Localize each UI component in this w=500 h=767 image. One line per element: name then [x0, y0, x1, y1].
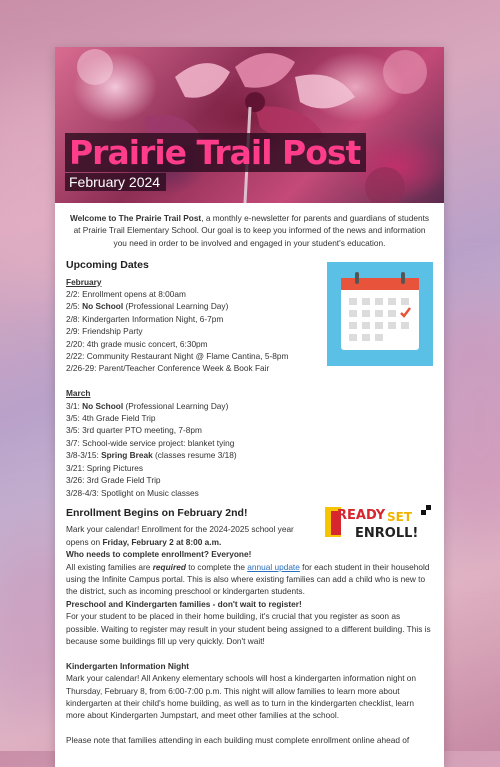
date-item-text: 3/5: 4th Grade Field Trip	[66, 413, 156, 424]
date-item-text: 3/21: Spring Pictures	[66, 462, 144, 473]
enrollment-p2-text: All existing families are	[66, 561, 153, 572]
annual-update-link[interactable]: annual update	[247, 561, 300, 572]
newsletter-body	[55, 203, 444, 747]
intro-bold: Welcome to The Prairie Trail Post	[69, 213, 202, 223]
date-list-item	[66, 474, 433, 486]
enrollment-q2-text: Preschool and Kindergarten families - don't wait to register!	[66, 598, 302, 609]
intro-text: , a monthly e-newsletter for parents and guardians of students at Prairie Trail Elementary School. Our goal is to keep you informed of the news and information you need in order to be involved and engaged in your student's education.	[73, 213, 430, 248]
graphic-word-ready: READY	[337, 507, 386, 523]
date-item-text: 2/8: Kindergarten Information Night, 6-7pm	[66, 313, 224, 324]
date-item-text: 2/20: 4th grade music concert, 6:30pm	[66, 338, 208, 349]
enrollment-q3-text: Kindergarten Information Night	[66, 660, 190, 671]
date-item-text: 2/2: Enrollment opens at 8:00am	[66, 289, 186, 300]
enrollment-p1-text: Mark your calendar! Enrollment for the 2024-2025 school year opens on	[66, 524, 294, 547]
kindergarten-night-heading	[66, 660, 433, 672]
enrollment-question-2	[66, 598, 433, 610]
date-item-bold: No School	[82, 301, 124, 312]
graphic-word-set: SET	[387, 509, 413, 524]
header-banner	[55, 47, 444, 203]
date-item-text: 3/28-4/3: Spotlight on Music classes	[66, 487, 199, 498]
upcoming-heading: Upcoming Dates	[66, 259, 149, 272]
date-list-item	[66, 400, 433, 412]
date-item-text: 2/26-29: Parent/Teacher Conference Week & Book Fair	[66, 363, 270, 374]
graphic-word-enroll: ENROLL!	[355, 525, 419, 541]
enrollment-heading: Enrollment Begins on February 2nd!	[66, 506, 248, 519]
enrollment-paragraph-3: For your student to be placed in their home building, it's crucial that you register as soon as possible. Waiting to register may result in your student being assigned to a different building. This is because some buildings fill up very quickly. Don't wait!	[66, 611, 431, 646]
enrollment-required-text: required	[152, 561, 186, 572]
date-list-item	[66, 424, 433, 436]
enrollment-paragraph-2	[66, 561, 433, 598]
date-list-item	[66, 412, 433, 424]
enrollment-open-date: Friday, February 2 at 8:00 a.m.	[102, 536, 222, 547]
date-item-text: 2/5:	[66, 301, 83, 312]
enrollment-paragraph-4: Mark your calendar! All Ankeny elementary schools will host a kindergarten information night on Thursday, February 8, from 6:00-7:00 p.m. This night will allow families to learn more about kindergarten at their child's home building, as well as to turn in the kindergarten checklist, learn more about Kindergarten Jumpstart, and meet other families at the school.	[66, 673, 417, 721]
intro-paragraph	[66, 212, 433, 249]
enrollment-q1-text: Who needs to complete enrollment? Everyone!	[66, 549, 252, 560]
date-list-item	[66, 437, 433, 449]
enrollment-p2-post: for each student in their household using the Infinite Campus portal. This is also where existing families can add a child who is new to the district, such as incoming preschool or kindergarten students.	[66, 561, 430, 597]
newsletter-card	[55, 47, 444, 767]
newsletter-title: Prairie Trail Post	[65, 133, 366, 172]
date-list-item	[66, 462, 433, 474]
month-heading: March	[66, 388, 91, 399]
date-item-bold: Spring Break	[101, 450, 153, 461]
upcoming-dates-section	[66, 259, 433, 499]
month-heading: February	[66, 276, 102, 287]
date-item-text: 3/26: 3rd Grade Field Trip	[66, 475, 161, 486]
enrollment-p2-mid: to complete the	[185, 561, 248, 572]
date-item-detail: (classes resume 3/18)	[152, 450, 237, 461]
date-item-text: 2/22: Community Restaurant Night @ Flame Cantina, 5-8pm	[66, 351, 289, 362]
date-list-item	[66, 449, 433, 461]
date-item-text: 3/7: School-wide service project: blanket tying	[66, 437, 235, 448]
enrollment-paragraph-5: Please note that families attending in each building must complete enrollment online ahead of	[66, 735, 410, 746]
calendar-icon	[327, 262, 433, 366]
date-item-text: 2/9: Friendship Party	[66, 326, 143, 337]
date-item-detail: (Professional Learning Day)	[123, 301, 229, 312]
enrollment-section	[66, 507, 433, 747]
ready-set-enroll-graphic	[325, 501, 433, 543]
date-list-item	[66, 487, 433, 499]
date-item-text: 3/1:	[66, 400, 83, 411]
newsletter-date: February 2024	[65, 173, 166, 191]
date-item-detail: (Professional Learning Day)	[123, 400, 229, 411]
date-item-text: 3/8-3/15:	[66, 450, 102, 461]
date-item-text: 3/5: 3rd quarter PTO meeting, 7-8pm	[66, 425, 202, 436]
enrollment-question-1	[66, 548, 433, 560]
date-item-bold: No School	[82, 400, 124, 411]
